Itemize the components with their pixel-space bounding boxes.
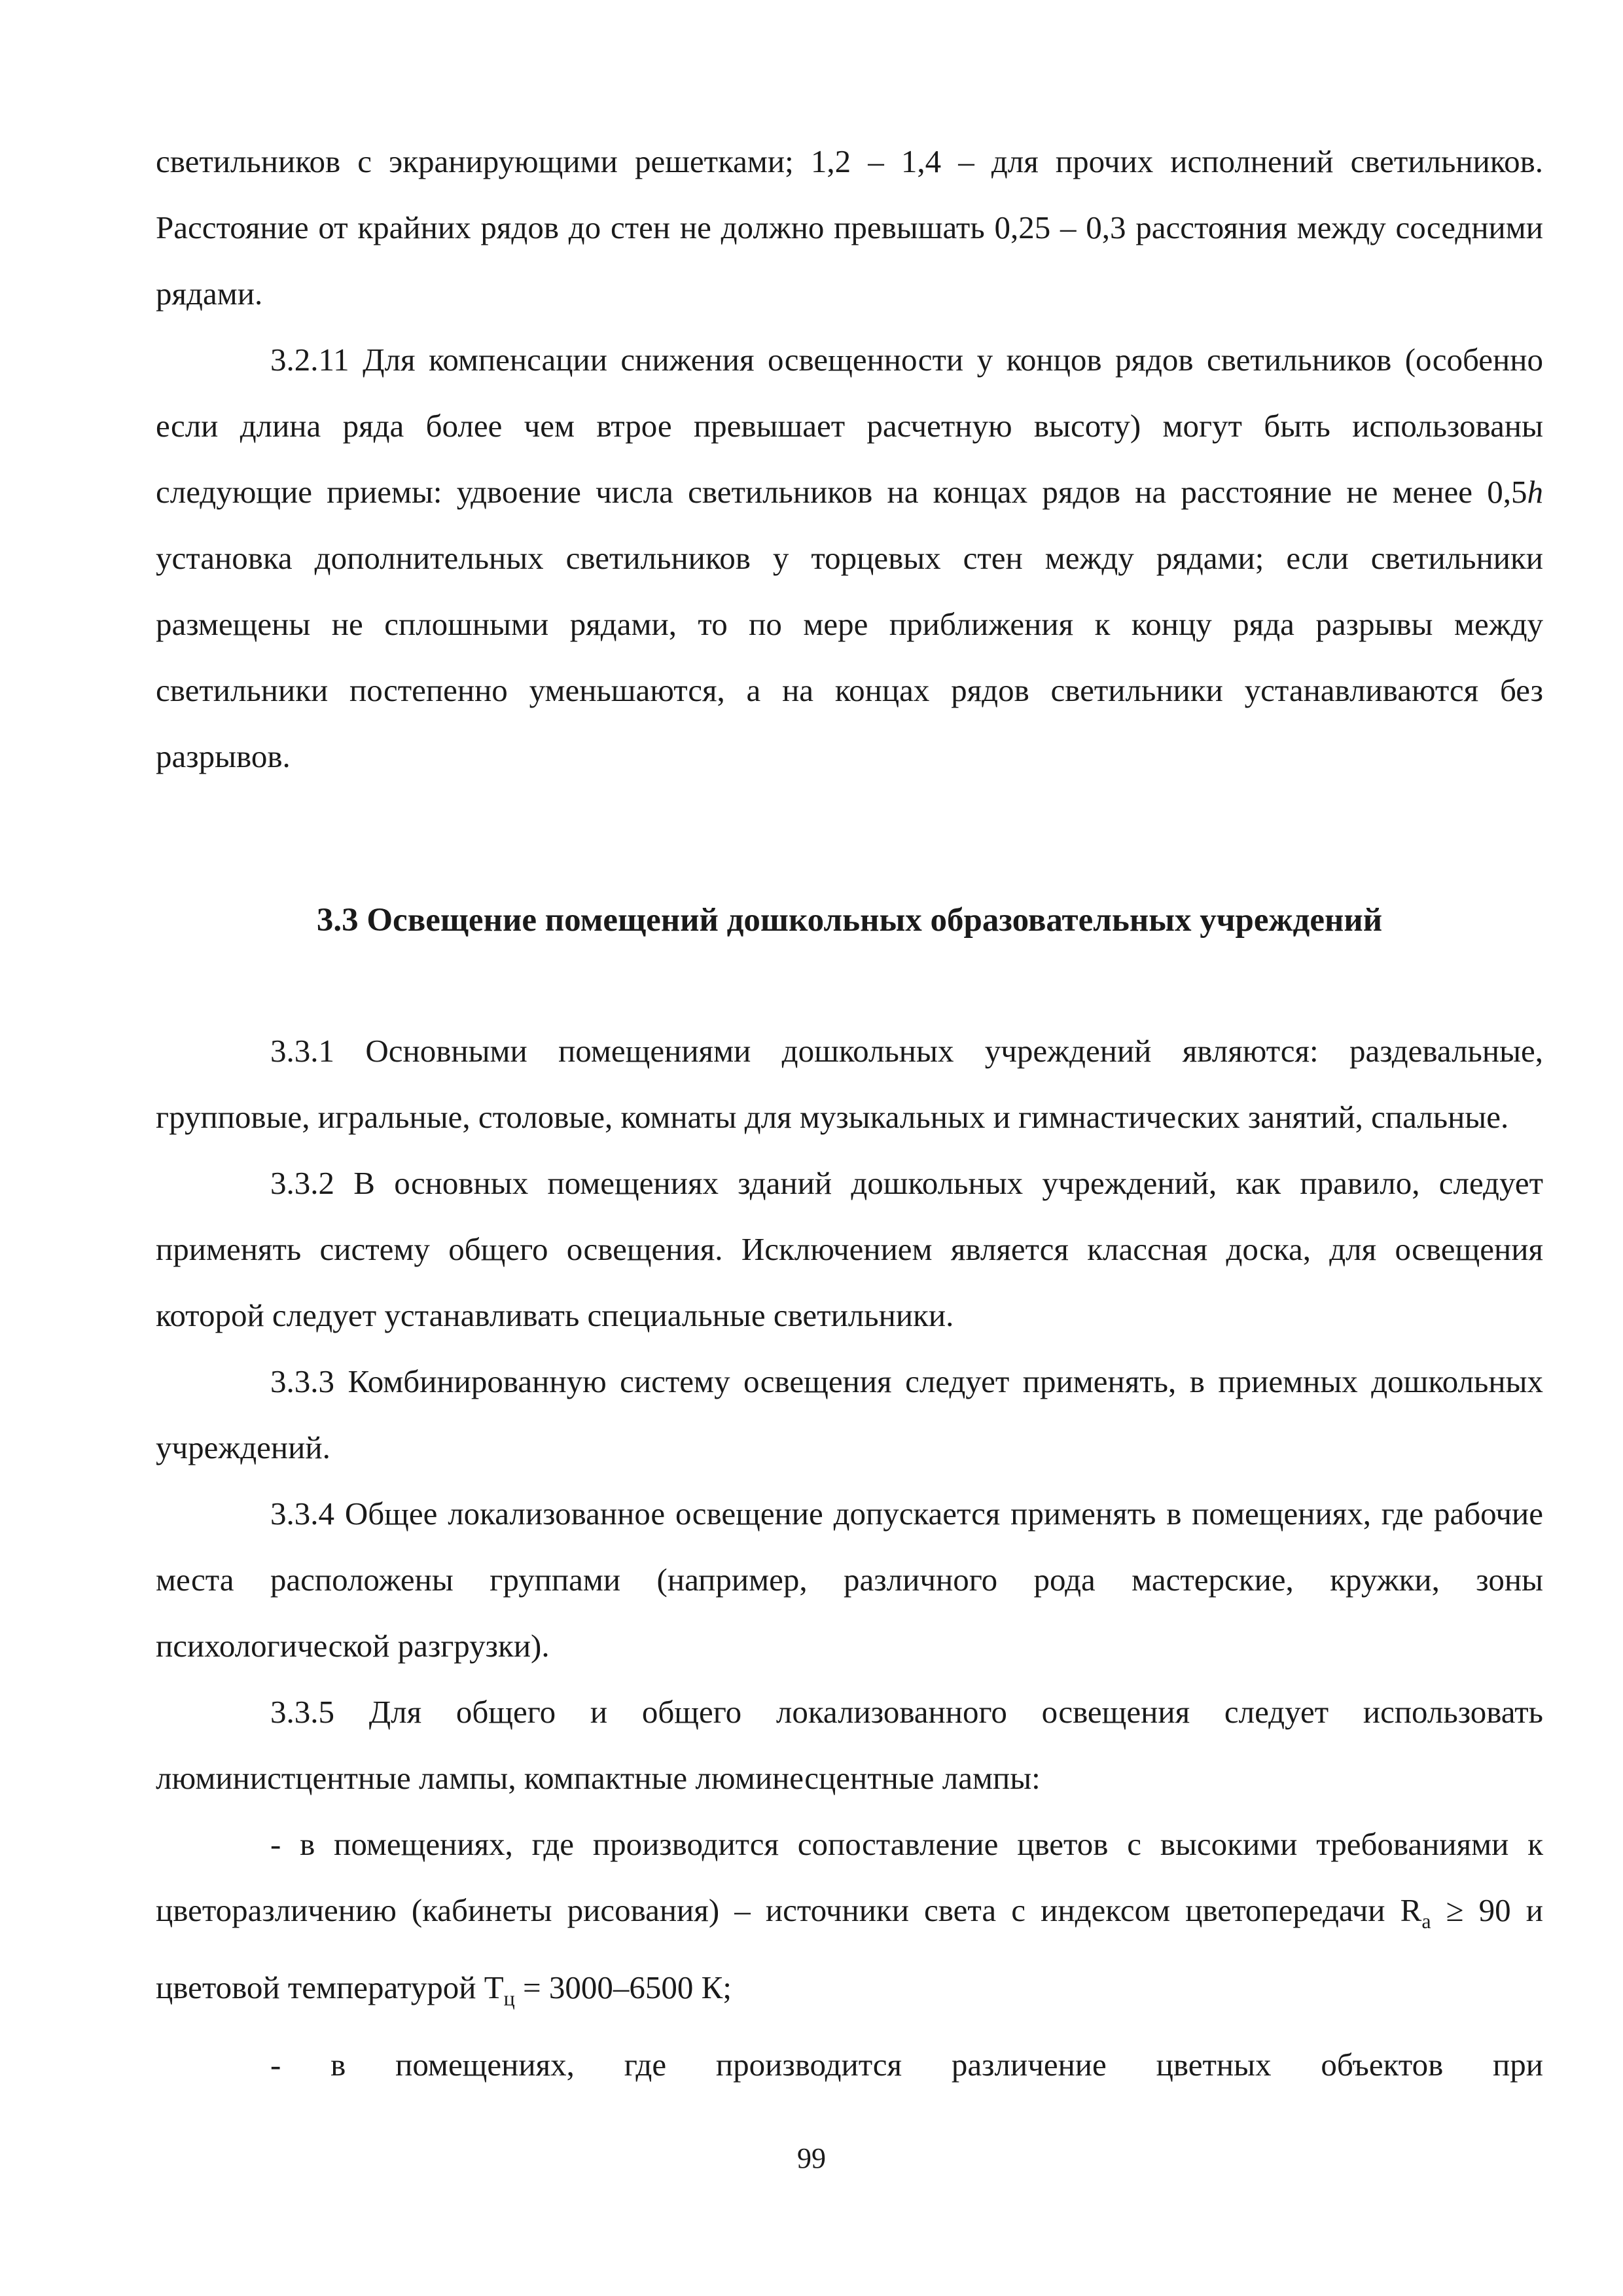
paragraph-3-3-5: 3.3.5 Для общего и общего локализованного освещения следует использовать люминистцентные лампы, компактные люминесцентные лампы: xyxy=(156,1694,1543,1796)
subscript-a: a xyxy=(1421,1909,1431,1933)
paragraph-3-2-11-text-before: 3.2.11 Для компенсации снижения освещенности у концов рядов светильников (особенно если длина ряда более чем втрое превышает расчетную высоту) могут быть использованы следующие приемы: удвоение числа светильников на концах рядов на расстояние не менее 0,5 xyxy=(156,342,1543,510)
subscript-c: ц xyxy=(503,1986,515,2010)
document-page xyxy=(156,128,1543,2098)
variable-h: h xyxy=(1527,474,1543,510)
paragraph-3-3-3: 3.3.3 Комбинированную систему освещения следует применять, в приемных дошкольных учреждений. xyxy=(156,1363,1543,1465)
bullet-color-discrimination: - в помещениях, где производится различение цветных объектов при xyxy=(270,2046,1543,2083)
paragraph-3-2-11 xyxy=(156,327,1543,789)
bullet-1-text-before: - в помещениях, где производится сопоставление цветов с высокими требованиями к цветоразличению (кабинеты рисования) – источники света с индексом цветопередачи R xyxy=(156,1826,1543,1928)
bullet-1-text-after: = 3000–6500 К; xyxy=(514,1969,732,2005)
section-heading-3-3: 3.3 Освещение помещений дошкольных образовательных учреждений xyxy=(316,902,1383,939)
page-number: 99 xyxy=(797,2142,826,2174)
bullet-color-matching xyxy=(156,1811,1543,2032)
paragraph-continuation: светильников с экранирующими решетками; 1,2 – 1,4 – для прочих исполнений светильников. Расстояние от крайних рядов до стен не должно превышать 0,25 – 0,3 расстояния между соседними рядами. xyxy=(156,143,1543,312)
paragraph-3-3-4: 3.3.4 Общее локализованное освещение допускается применять в помещениях, где рабочие места расположены группами (например, различного рода мастерские, кружки, зоны психологической разгрузки). xyxy=(156,1496,1543,1664)
paragraph-3-3-1: 3.3.1 Основными помещениями дошкольных учреждений являются: раздевальные, групповые, игральные, столовые, комнаты для музыкальных и гимнастических занятий, спальные. xyxy=(156,1033,1543,1135)
paragraph-3-2-11-text-after: установка дополнительных светильников у торцевых стен между рядами; если светильники размещены не сплошными рядами, то по мере приближения к концу ряда разрывы между светильники постепенно уменьшаются, а на концах рядов светильники устанавливаются без разрывов. xyxy=(156,540,1543,774)
paragraph-3-3-2: 3.3.2 В основных помещениях зданий дошкольных учреждений, как правило, следует применять систему общего освещения. Исключением является классная доска, для освещения которой следует устанавливать специальные светильники. xyxy=(156,1165,1543,1333)
bullet-1-text-middle: ≥ 90 и цветовой температурой T xyxy=(156,1892,1543,2005)
